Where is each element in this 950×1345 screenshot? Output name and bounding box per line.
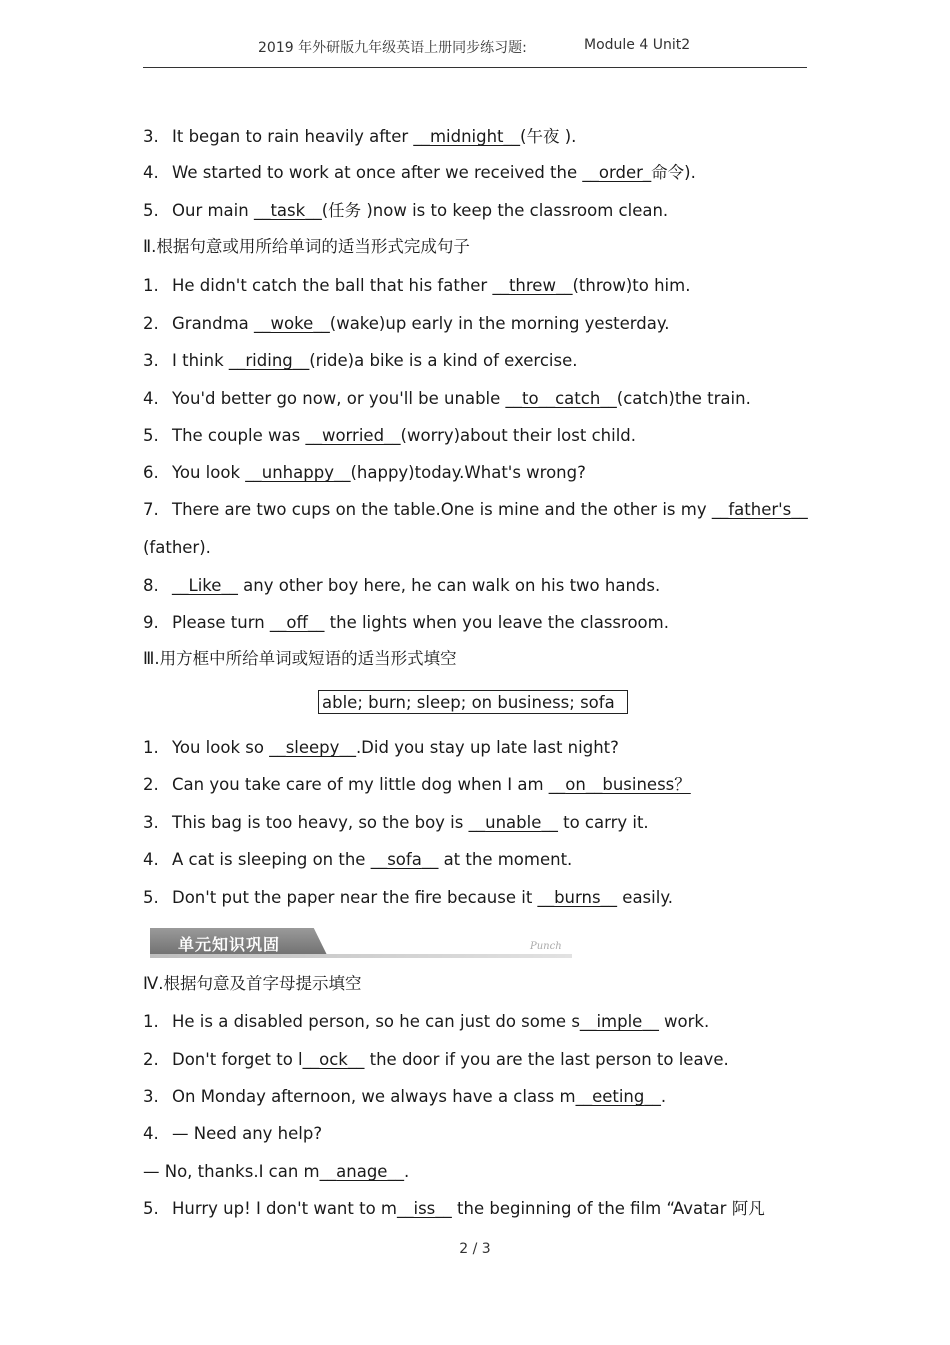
unit-review-banner <box>150 928 572 959</box>
unit-label: Module 4 Unit2 <box>584 37 691 53</box>
answer: iss <box>413 1199 436 1218</box>
answer: on__business？ <box>565 775 691 794</box>
exercise-line: 2. Grandma __woke__(wake)up early in the morning yesterday. <box>143 314 670 333</box>
exercise-line: 4. We started to work at once after we received the __order_命令). <box>143 163 696 182</box>
exercise-line: 2. Don't forget to l__ock__ the door if you are the last person to leave. <box>143 1050 729 1069</box>
banner-label: 单元知识巩固 <box>178 935 281 954</box>
header-rule <box>143 67 807 68</box>
exercise-line: 9. Please turn __off__ the lights when you leave the classroom. <box>143 613 669 632</box>
exercise-line: 5. Hurry up! I don't want to m__iss__ the beginning of the film “Avatar 阿凡 <box>143 1199 765 1218</box>
answer: father's <box>728 500 792 519</box>
section-heading: Ⅱ.根据句意或用所给单词的适当形式完成句子 <box>143 237 470 256</box>
answer: unhappy <box>261 463 334 482</box>
exercise-line: 8. __Like__ any other boy here, he can walk on his two hands. <box>143 576 661 595</box>
answer: _imple <box>588 1012 643 1031</box>
word-box: able; burn; sleep; on business; sofa <box>318 690 628 714</box>
exercise-line-continued: — No, thanks.I can m__anage__. <box>143 1162 410 1181</box>
answer: worried <box>321 426 385 445</box>
banner-bar <box>150 954 572 958</box>
answer: to__catch <box>522 389 601 408</box>
exercise-line: 1. He didn't catch the ball that his father __threw__(throw)to him. <box>143 276 691 295</box>
exercise-line-continued: (father). <box>143 538 211 557</box>
answer: midnight <box>429 127 504 146</box>
answer: _burns <box>545 888 601 907</box>
exercise-line: 6. You look __unhappy__(happy)today.What's wrong? <box>143 463 586 482</box>
exercise-line: 3. It began to rain heavily after __midnight__(午夜 ). <box>143 127 577 146</box>
exercise-line: 3. I think __riding__(ride)a bike is a kind of exercise. <box>143 351 578 370</box>
answer: unable <box>485 813 542 832</box>
exercise-line: 7. There are two cups on the table.One is mine and the other is my __father's__ <box>143 500 808 519</box>
answer: Like <box>188 576 222 595</box>
exercise-line: 5. Don't put the paper near the fire because it __burns__ easily. <box>143 888 673 907</box>
answer: task <box>270 201 306 220</box>
answer: riding <box>245 351 293 370</box>
answer: woke <box>270 314 314 333</box>
section-heading: Ⅳ.根据句意及首字母提示填空 <box>143 974 362 993</box>
exercise-line: 3. On Monday afternoon, we always have a class m__eeting__. <box>143 1087 667 1106</box>
answer: _eeting <box>583 1087 645 1106</box>
answer: anage <box>336 1162 388 1181</box>
exercise-line: 4. — Need any help? <box>143 1124 323 1143</box>
page-number: 2 / 3 <box>459 1241 491 1257</box>
answer: _threw <box>500 276 556 295</box>
answer: sleepy <box>285 738 340 757</box>
banner-tag: Punch <box>530 941 562 952</box>
exercise-line: 5. The couple was __worried__(worry)about their lost child. <box>143 426 637 445</box>
exercise-line: 2. Can you take care of my little dog when I am __on__business？ <box>143 775 691 794</box>
exercise-line: 1. You look so __sleepy__.Did you stay up late last night? <box>143 738 619 757</box>
exercise-line: 4. A cat is sleeping on the __sofa__ at the moment. <box>143 850 573 869</box>
exercise-line: 4. You'd better go now, or you'll be unable __to__catch__(catch)the train. <box>143 389 751 408</box>
answer: _sofa <box>378 850 422 869</box>
section-heading: Ⅲ.用方框中所给单词或短语的适当形式填空 <box>143 649 457 668</box>
answer: off <box>286 613 308 632</box>
answer: _order_ <box>590 163 652 182</box>
document-title: 2019 年外研版九年级英语上册同步练习题: <box>258 40 527 56</box>
exercise-line: 3. This bag is too heavy, so the boy is __unable__ to carry it. <box>143 813 649 832</box>
exercise-line: 5. Our main __task__(任务 )now is to keep the classroom clean. <box>143 201 669 220</box>
answer: _ock <box>310 1050 348 1069</box>
exercise-line: 1. He is a disabled person, so he can just do some s__imple__ work. <box>143 1012 710 1031</box>
